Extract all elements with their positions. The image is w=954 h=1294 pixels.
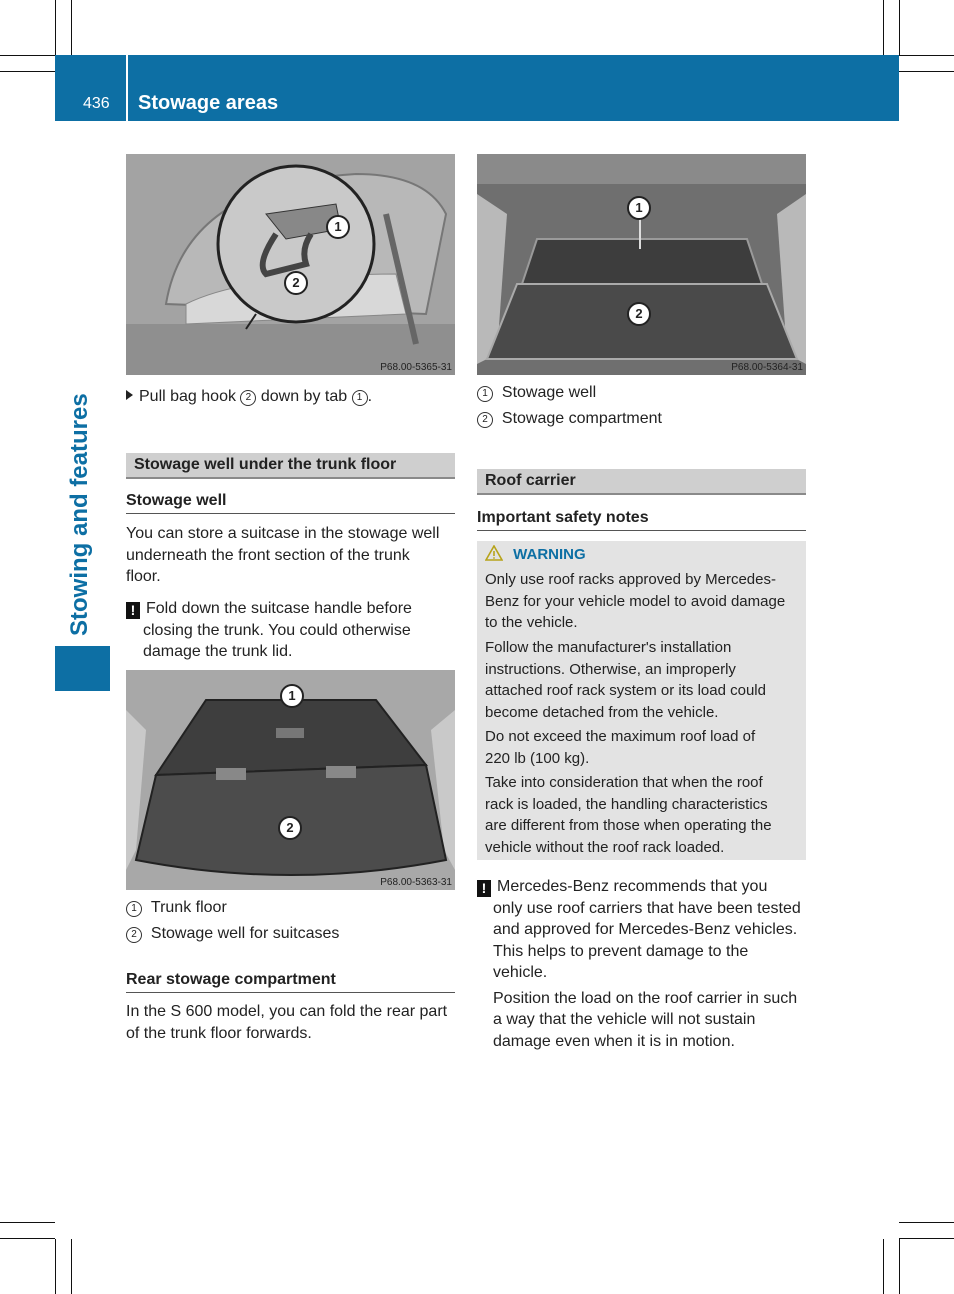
- warning-box: [477, 541, 806, 860]
- warning-heading: WARNING: [485, 545, 586, 563]
- crop-mark: [899, 1238, 954, 1239]
- warning-paragraph: Take into consideration that when the roof rack is loaded, the handling characteristics are different from those when operating the vehicle without the roof rack loaded.: [485, 774, 772, 856]
- callout-2: 2: [284, 271, 308, 295]
- figure-bag-hook: [126, 154, 455, 375]
- figure-code: P68.00-5364-31: [731, 362, 803, 373]
- figure-bag-hook-illustration: [126, 154, 455, 375]
- crop-mark: [883, 0, 884, 55]
- page-number: 436: [83, 95, 110, 112]
- crop-mark: [71, 0, 72, 55]
- legend-item: 1 Stowage well: [477, 382, 662, 404]
- crop-mark: [55, 1239, 56, 1294]
- note-suitcase-handle: ! Fold down the suitcase handle before closing the trunk. You could otherwise damage the trunk lid.: [126, 598, 412, 663]
- side-tab-marker: [55, 646, 110, 691]
- subheading-rear-stowage: Rear stowage compartment: [126, 971, 336, 988]
- subheading-safety-notes: Important safety notes: [477, 509, 649, 526]
- legend-list: [126, 897, 339, 945]
- section-heading: Roof carrier: [477, 469, 806, 495]
- subheading-rule: [477, 530, 806, 531]
- crop-mark: [0, 1222, 55, 1223]
- crop-mark: [0, 55, 55, 56]
- exclamation-icon: !: [126, 602, 140, 619]
- paragraph-stowage-well: You can store a suitcase in the stowage well underneath the front section of the trunk floor.: [126, 525, 440, 585]
- section-heading: Stowage well under the trunk floor: [126, 453, 455, 479]
- warning-paragraph: Do not exceed the maximum roof load of 220 lb (100 kg).: [485, 728, 756, 767]
- crop-mark: [899, 0, 900, 55]
- crop-mark: [0, 71, 55, 72]
- callout-ref-2: 2: [240, 390, 256, 406]
- warning-paragraph: Follow the manufacturer's installation instructions. Otherwise, an improperly attached roof rack system or its load could become detached from the vehicle.: [485, 639, 766, 721]
- header-divider: [126, 55, 128, 121]
- figure-trunk-floor: [126, 670, 455, 890]
- callout-1: 1: [280, 684, 304, 708]
- legend-item: 1 Trunk floor: [126, 897, 339, 919]
- crop-mark: [0, 1238, 55, 1239]
- figure-code: P68.00-5365-31: [380, 362, 452, 373]
- page-header: [55, 55, 899, 121]
- warning-triangle-icon: [485, 545, 503, 561]
- crop-mark: [71, 1239, 72, 1294]
- subheading-stowage-well: Stowage well: [126, 492, 227, 509]
- legend-list: [477, 382, 662, 430]
- paragraph-rear-stowage: In the S 600 model, you can fold the rear part of the trunk floor forwards.: [126, 1003, 448, 1042]
- crop-mark: [899, 1222, 954, 1223]
- instruction-step: Pull bag hook 2 down by tab 1 .: [126, 386, 372, 408]
- callout-1: 1: [326, 215, 350, 239]
- exclamation-icon: !: [477, 880, 491, 897]
- crop-mark: [899, 1239, 900, 1294]
- side-tab-label: Stowing and features: [66, 393, 93, 636]
- subheading-rule: [126, 992, 455, 993]
- subheading-rule: [126, 513, 455, 514]
- callout-2: 2: [278, 816, 302, 840]
- figure-stowage-well: [477, 154, 806, 375]
- arrow-bullet-icon: [126, 390, 133, 400]
- crop-mark: [55, 0, 56, 55]
- callout-ref-1: 1: [352, 390, 368, 406]
- note-roof-carriers: ! Mercedes-Benz recommends that you only use roof carriers that have been tested and approved for Mercedes-Benz vehicles. This helps to prevent damage to the vehicle. Position the load on the roof carrier in such a way that the vehicle will not sustain damage even when it is in motion.: [477, 876, 801, 1052]
- page-title: Stowage areas: [138, 92, 279, 114]
- warning-paragraph: Only use roof racks approved by Mercedes- Benz for your vehicle model to avoid damage to the vehicle.: [485, 571, 786, 631]
- figure-stowage-well-illustration: [477, 154, 806, 375]
- legend-item: 2 Stowage compartment: [477, 408, 662, 430]
- crop-mark: [899, 55, 954, 56]
- legend-item: 2 Stowage well for suitcases: [126, 923, 339, 945]
- callout-1: 1: [627, 196, 651, 220]
- crop-mark: [899, 71, 954, 72]
- crop-mark: [883, 1239, 884, 1294]
- figure-code: P68.00-5363-31: [380, 877, 452, 888]
- callout-2: 2: [627, 302, 651, 326]
